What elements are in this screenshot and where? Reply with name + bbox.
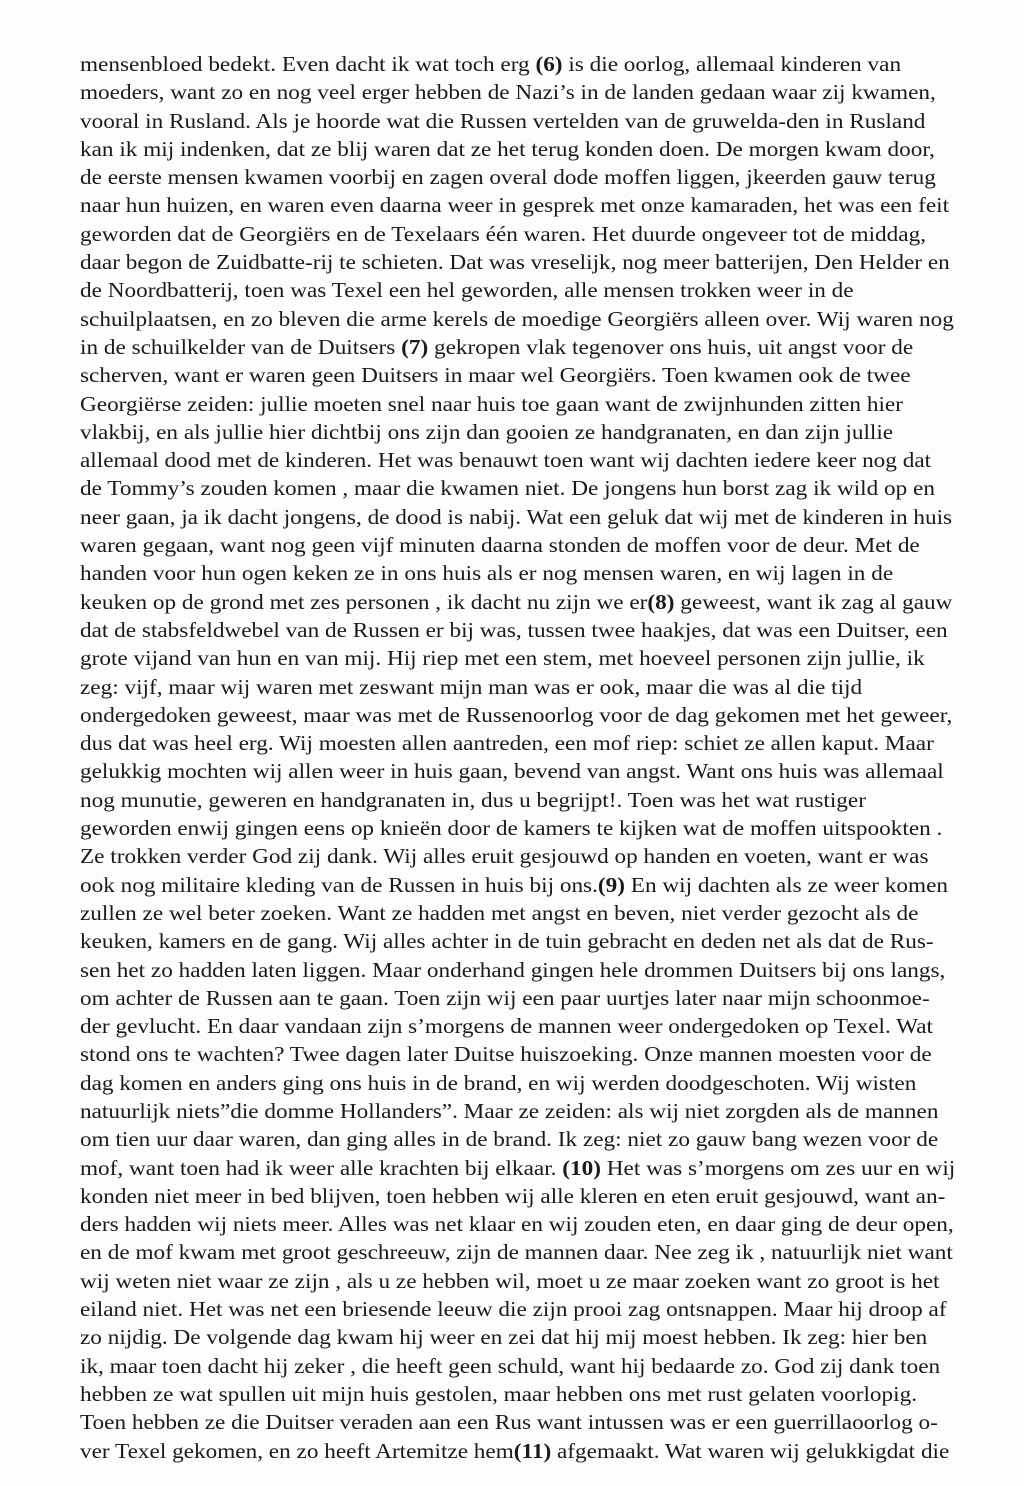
text-line: [80, 842, 1024, 870]
text-line: [80, 163, 1024, 191]
text-run: schuilplaatsen, en zo bleven die arme kerels de moedige Georgiërs alleen over. Wij waren nog: [80, 306, 954, 331]
text-run: geworden dat de Georgiërs en de Texelaars één waren. Het duurde ongeveer tot de middag,: [80, 221, 927, 246]
text-line: [80, 503, 1024, 531]
text-run: neer gaan, ja ik dacht jongens, de dood is nabij. Wat een geluk dat wij met de kinderen in huis: [80, 504, 953, 529]
text-run: de eerste mensen kwamen voorbij en zagen overal dode moffen liggen, jkeerden gauw terug: [80, 165, 936, 190]
text-line: [80, 418, 1024, 446]
text-run: om tien uur daar waren, dan ging alles in de brand. Ik zeg: niet zo gauw bang wezen voor de: [80, 1127, 939, 1152]
text-run: kan ik mij indenken, dat ze blij waren dat ze het terug konden doen. De morgen kwam door,: [80, 136, 935, 161]
text-run: nog munutie, geweren en handgranaten in, dus u begrijpt!. Toen was het wat rustiger: [80, 787, 866, 812]
text-run: is die oorlog, allemaal kinderen van: [562, 52, 902, 76]
text-line: [80, 220, 1024, 248]
text-run: moeders, want zo en nog veel erger hebben de Nazi’s in de landen gedaan waar zij kwamen,: [80, 80, 936, 105]
text-run: de Tommy’s zouden komen , maar die kwamen niet. De jongens hun borst zag ik wild op en: [80, 476, 935, 501]
text-line: [80, 305, 1024, 333]
text-line: [80, 191, 1024, 219]
text-line: [80, 1069, 1024, 1097]
text-line: [80, 927, 1024, 955]
text-run: ders hadden wij niets meer. Alles was net klaar en wij zouden eten, en daar ging de deur open,: [80, 1212, 954, 1237]
text-run: handen voor hun ogen keken ze in ons huis als er nog mensen waren, en wij lagen in de: [80, 561, 894, 586]
text-line: [80, 531, 1024, 559]
footnote-marker: (11): [513, 1438, 552, 1463]
text-run: in de schuilkelder van de Duitsers: [80, 334, 402, 359]
text-line: [80, 1125, 1024, 1153]
text-line: [80, 1040, 1024, 1068]
text-line: [80, 276, 1024, 304]
text-line: [80, 871, 1024, 899]
text-run: stond ons te wachten? Twee dagen later Duitse huiszoeking. Onze mannen moesten voor de: [80, 1042, 932, 1067]
text-line: [80, 1323, 1024, 1351]
text-run: grote vijand van hun en van mij. Hij riep met een stem, met hoeveel personen zijn jullie, ik: [80, 646, 925, 671]
text-run: ik, maar toen dacht hij zeker , die heeft geen schuld, want hij bedaarde zo. God zij dank toen: [80, 1353, 941, 1378]
text-run: mof, want toen had ik weer alle krachten bij elkaar.: [80, 1155, 563, 1180]
text-line: [80, 248, 1024, 276]
text-run: dus dat was heel erg. Wij moesten allen aantreden, een mof riep: schiet ze allen kaput. Maar: [80, 731, 934, 756]
text-line: [80, 673, 1024, 701]
text-line: [80, 899, 1024, 927]
text-line: [80, 1238, 1024, 1266]
text-line: [80, 1012, 1024, 1040]
text-line: [80, 1437, 1024, 1465]
text-run: dag komen en anders ging ons huis in de brand, en wij werden doodgeschoten. Wij wisten: [80, 1070, 917, 1095]
text-line: [80, 701, 1024, 729]
text-run: mensenbloed bedekt. Even dacht ik wat toch erg: [80, 52, 536, 76]
text-line: [80, 1154, 1024, 1182]
text-run: waren gegaan, want nog geen vijf minuten daarna stonden de moffen voor de deur. Met de: [80, 533, 920, 558]
footnote-marker: (8): [647, 589, 675, 614]
text-run: keuken, kamers en de gang. Wij alles achter in de tuin gebracht en deden net als dat de Rus-: [80, 929, 934, 954]
text-run: gekropen vlak tegenover ons huis, uit angst voor de: [428, 334, 914, 359]
text-line: [80, 729, 1024, 757]
footnote-marker: (9): [597, 872, 625, 897]
text-line: [80, 107, 1024, 135]
text-line: [80, 1267, 1024, 1295]
text-run: naar hun huizen, en waren even daarna weer in gesprek met onze kamaraden, het was een feit: [80, 193, 950, 218]
text-line: [80, 644, 1024, 672]
text-line: [80, 135, 1024, 163]
text-run: geweest, want ik zag al gauw: [674, 589, 953, 614]
text-line: [80, 333, 1024, 361]
text-line: [80, 559, 1024, 587]
text-run: gelukkig mochten wij allen weer in huis gaan, bevend van angst. Want ons huis was allemaal: [80, 759, 944, 784]
text-run: ook nog militaire kleding van de Russen in huis bij ons.: [80, 872, 598, 897]
text-run: eiland niet. Het was net een briesende leeuw die zijn prooi zag ontsnappen. Maar hij droop af: [80, 1297, 947, 1322]
text-line: [80, 956, 1024, 984]
text-run: zeg: vijf, maar wij waren met zeswant mijn man was er ook, maar die was al die tijd: [80, 674, 863, 699]
text-run: vlakbij, en als jullie hier dichtbij ons zijn dan gooien ze handgranaten, en dan zijn jullie: [80, 419, 894, 444]
text-line: [80, 390, 1024, 418]
text-run: Georgiërse zeiden: jullie moeten snel naar huis toe gaan want de zwijnhunden zitten hier: [80, 391, 903, 416]
text-run: zo nijdig. De volgende dag kwam hij weer en zei dat hij mij moest hebben. Ik zeg: hier ben: [80, 1325, 928, 1350]
text-run: natuurlijk niets”die domme Hollanders”. Maar ze zeiden: als wij niet zorgden als de mannen: [80, 1098, 939, 1123]
text-line: [80, 1408, 1024, 1436]
text-line: [80, 814, 1024, 842]
text-line: [80, 1182, 1024, 1210]
text-line: [80, 786, 1024, 814]
text-line: [80, 78, 1024, 106]
text-run: daar begon de Zuidbatte-rij te schieten. Dat was vreselijk, nog meer batterijen, Den Helder en: [80, 250, 950, 275]
text-line: [80, 984, 1024, 1012]
text-run: En wij dachten als ze weer komen: [624, 872, 948, 897]
text-line: [80, 588, 1024, 616]
text-run: zullen ze wel beter zoeken. Want ze hadden met angst en beven, niet verder gezocht als de: [80, 900, 919, 925]
text-run: Ze trokken verder God zij dank. Wij alles eruit gesjouwd op handen en voeten, want er was: [80, 844, 929, 869]
footnote-marker: (10): [562, 1155, 601, 1180]
text-run: Het was s’morgens om zes uur en wij: [600, 1155, 956, 1180]
text-run: der gevlucht. En daar vandaan zijn s’morgens de mannen weer ondergedoken op Texel. Wat: [80, 1014, 933, 1039]
text-run: geworden enwij gingen eens op knieën door de kamers te kijken wat de moffen uitspookten .: [80, 816, 943, 841]
text-run: de Noordbatterij, toen was Texel een hel geworden, alle mensen trokken weer in de: [80, 278, 854, 303]
text-line: [80, 50, 1024, 78]
text-line: [80, 1097, 1024, 1125]
text-run: afgemaakt. Wat waren wij gelukkigdat die: [551, 1438, 950, 1463]
text-line: [80, 1295, 1024, 1323]
text-line: [80, 1210, 1024, 1238]
text-run: hebben ze wat spullen uit mijn huis gestolen, maar hebben ons met rust gelaten voorlopig.: [80, 1381, 918, 1406]
footnote-marker: (6): [535, 52, 563, 76]
text-run: ondergedoken geweest, maar was met de Russenoorlog voor de dag gekomen met het geweer,: [80, 702, 953, 727]
text-line: [80, 1380, 1024, 1408]
text-line: [80, 474, 1024, 502]
text-run: en de mof kwam met groot geschreeuw, zijn de mannen daar. Nee zeg ik , natuurlijk niet want: [80, 1240, 953, 1265]
text-run: vooral in Rusland. Als je hoorde wat die Russen vertelden van de gruwelda-den in Rusland: [80, 108, 926, 133]
text-run: wij weten niet waar ze zijn , als u ze hebben wil, moet u ze maar zoeken want zo groot is het: [80, 1268, 940, 1293]
text-run: om achter de Russen aan te gaan. Toen zijn wij een paar uurtjes later naar mijn schoonmoe-: [80, 985, 930, 1010]
footnote-marker: (7): [401, 334, 429, 359]
text-run: Toen hebben ze die Duitser veraden aan een Rus want intussen was er een guerrillaoorlog o-: [80, 1410, 938, 1435]
text-line: [80, 361, 1024, 389]
text-run: konden niet meer in bed blijven, toen hebben wij alle kleren en eten eruit gesjouwd, want an-: [80, 1183, 946, 1208]
text-line: [80, 1352, 1024, 1380]
text-run: keuken op de grond met zes personen , ik dacht nu zijn we er: [80, 589, 648, 614]
text-run: ver Texel gekomen, en zo heeft Artemitze hem: [80, 1438, 514, 1463]
text-run: scherven, want er waren geen Duitsers in maar wel Georgiërs. Toen kwamen ook de twee: [80, 363, 911, 388]
text-line: [80, 446, 1024, 474]
text-line: [80, 757, 1024, 785]
text-run: sen het zo hadden laten liggen. Maar onderhand gingen hele drommen Duitsers bij ons langs,: [80, 957, 946, 982]
text-run: dat de stabsfeldwebel van de Russen er bij was, tussen twee haakjes, dat was een Duitser, een: [80, 617, 948, 642]
body-text: [80, 50, 970, 1465]
text-line: [80, 616, 1024, 644]
text-run: allemaal dood met de kinderen. Het was benauwt toen want wij dachten iedere keer nog dat: [80, 448, 932, 473]
